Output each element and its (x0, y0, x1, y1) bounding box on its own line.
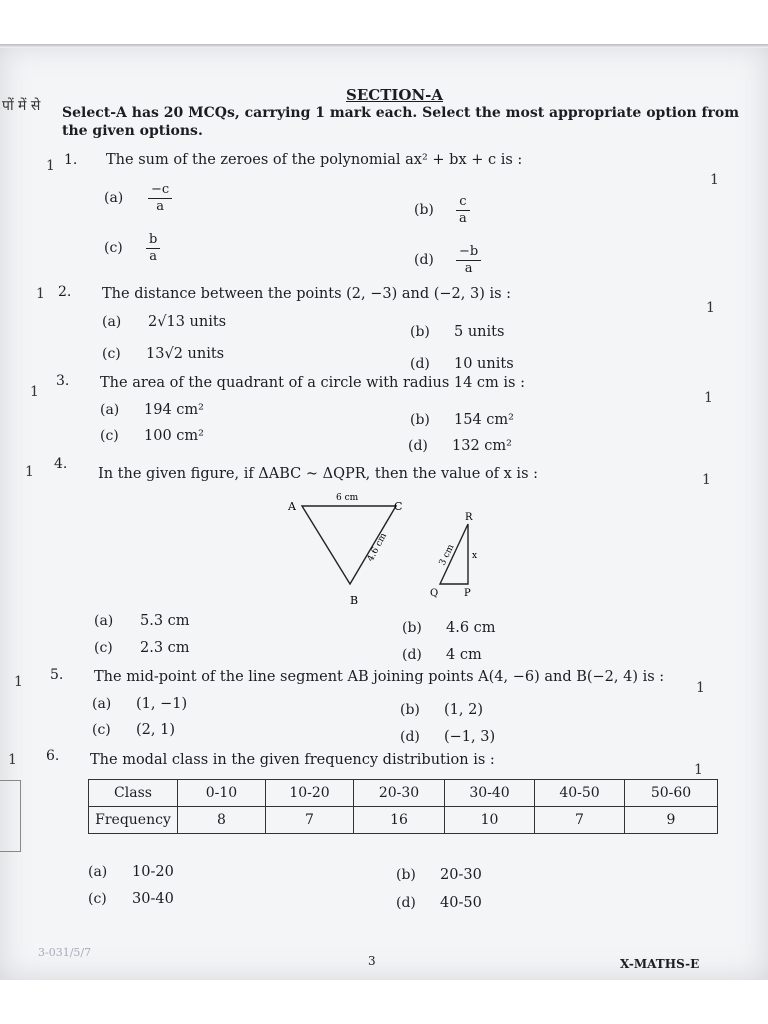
option-fraction (148, 182, 172, 215)
option-value: 10-20 (132, 864, 174, 880)
option-value: 5 units (454, 324, 505, 340)
option-value: 132 cm² (452, 438, 512, 454)
question-text: The distance between the points (2, −3) and (−2, 3) is : (102, 286, 512, 302)
vertex-label-r: R (465, 512, 473, 523)
option-letter: (b) (396, 867, 416, 883)
option-letter: (c) (100, 428, 119, 444)
option-value: 30-40 (132, 891, 174, 907)
side-label-ac: 6 cm (336, 493, 359, 503)
question-mark: 1 (702, 472, 711, 488)
fraction-numerator: −b (456, 244, 481, 261)
option-letter: (a) (94, 613, 114, 629)
left-margin-mark: 1 (30, 384, 39, 400)
fraction-denominator: a (149, 249, 158, 264)
section-title: SECTION-A (346, 86, 444, 104)
question-number: 6. (46, 748, 60, 764)
similar-triangles-figure (280, 486, 510, 610)
option-letter: (a) (102, 314, 122, 330)
table-cell: 9 (625, 807, 718, 834)
option-value: 13√2 units (146, 346, 225, 362)
table-row (89, 780, 718, 807)
table-header-cell: Class (89, 780, 178, 807)
question-number: 2. (58, 284, 72, 300)
fraction-numerator: b (146, 232, 160, 249)
left-margin-mark: 1 (14, 674, 23, 690)
margin-hindi-text: पों में से (2, 98, 41, 114)
option-letter: (d) (408, 438, 428, 454)
frequency-table (88, 779, 718, 834)
option-letter: (b) (400, 702, 420, 718)
question-text: The modal class in the given frequency distribution is : (90, 752, 495, 768)
option-value: 20-30 (440, 867, 482, 883)
side-label-qr: 3 cm (437, 543, 457, 568)
option-letter: (d) (396, 895, 416, 911)
option-value: 4.6 cm (446, 620, 496, 636)
table-cell: Frequency (89, 807, 178, 834)
option-letter: (b) (414, 202, 434, 218)
question-mark: 1 (696, 680, 705, 696)
question-text: The sum of the zeroes of the polynomial ax² + bx + c is : (106, 152, 523, 168)
left-margin-mark: 1 (36, 286, 45, 302)
question-text: The area of the quadrant of a circle with radius 14 cm is : (100, 375, 525, 391)
option-letter: (b) (402, 620, 422, 636)
table-cell: 7 (535, 807, 625, 834)
table-cell: 16 (354, 807, 445, 834)
option-value: 2.3 cm (140, 640, 190, 656)
question-mark: 1 (706, 300, 715, 316)
option-letter: (c) (102, 346, 121, 362)
question-text: The mid-point of the line segment AB joining points A(4, −6) and B(−2, 4) is : (94, 669, 665, 685)
question-mark: 1 (704, 390, 713, 406)
page-edge (0, 44, 768, 48)
table-header-cell: 20-30 (354, 780, 445, 807)
fraction-numerator: −c (148, 182, 172, 199)
question-number: 1. (64, 152, 78, 168)
side-label-cb: 4.6 cm (365, 531, 390, 564)
option-fraction (456, 244, 481, 277)
option-letter: (d) (402, 647, 422, 663)
fraction-denominator: a (156, 199, 164, 214)
question-mark: 1 (694, 762, 703, 778)
left-margin-mark: 1 (8, 752, 17, 768)
table-header-cell: 10-20 (266, 780, 354, 807)
section-instruction: Select-A has 20 MCQs, carrying 1 mark each. Select the most appropriate option from the given options. (62, 105, 740, 139)
table-cell: 8 (178, 807, 266, 834)
underlying-sheet-edge (0, 780, 21, 852)
option-letter: (d) (410, 356, 430, 372)
paper-code: X-MATHS-E (620, 957, 700, 971)
option-value: (2, 1) (136, 722, 175, 738)
fraction-denominator: a (464, 261, 473, 276)
option-value: (1, 2) (444, 702, 483, 718)
option-letter: (a) (104, 190, 124, 206)
question-number: 4. (54, 456, 68, 472)
option-letter: (c) (88, 891, 107, 907)
table-header-cell: 50-60 (625, 780, 718, 807)
option-value: 4 cm (446, 647, 482, 663)
table-header-cell: 0-10 (178, 780, 266, 807)
option-value: (−1, 3) (444, 729, 496, 745)
option-letter: (c) (104, 240, 123, 256)
option-value: 10 units (454, 356, 514, 372)
faint-code-text: 3-031/5/7 (38, 946, 92, 959)
fraction-numerator: c (456, 194, 470, 211)
option-letter: (a) (100, 402, 120, 418)
left-margin-mark: 1 (46, 158, 55, 174)
option-fraction (146, 232, 160, 265)
option-letter: (a) (92, 696, 112, 712)
table-cell: 10 (445, 807, 535, 834)
option-letter: (a) (88, 864, 108, 880)
option-value: 2√13 units (148, 314, 227, 330)
side-label-pr: x (472, 551, 478, 561)
background-below-page (0, 980, 768, 1024)
option-letter: (d) (400, 729, 420, 745)
fraction-denominator: a (459, 211, 467, 226)
left-margin-mark: 1 (25, 464, 34, 480)
vertex-label-b: B (350, 594, 359, 607)
option-value: (1, −1) (136, 696, 188, 712)
option-value: 100 cm² (144, 428, 204, 444)
question-mark: 1 (710, 172, 719, 188)
option-letter: (b) (410, 412, 430, 428)
question-number: 3. (56, 373, 70, 389)
vertex-label-c: C (394, 500, 403, 513)
table-cell: 7 (266, 807, 354, 834)
table-header-cell: 30-40 (445, 780, 535, 807)
vertex-label-q: Q (430, 588, 439, 599)
option-value: 40-50 (440, 895, 482, 911)
page-number: 3 (368, 954, 376, 968)
vertex-label-a: A (288, 500, 296, 513)
option-letter: (d) (414, 252, 434, 268)
option-value: 154 cm² (454, 412, 514, 428)
vertex-label-p: P (464, 588, 471, 599)
table-header-cell: 40-50 (535, 780, 625, 807)
option-letter: (c) (92, 722, 111, 738)
option-value: 194 cm² (144, 402, 204, 418)
option-letter: (b) (410, 324, 430, 340)
option-fraction (456, 194, 470, 227)
option-value: 5.3 cm (140, 613, 190, 629)
option-letter: (c) (94, 640, 113, 656)
question-number: 5. (50, 667, 64, 683)
table-row (89, 807, 718, 834)
question-text: In the given figure, if ΔABC ~ ΔQPR, then the value of x is : (98, 466, 539, 482)
